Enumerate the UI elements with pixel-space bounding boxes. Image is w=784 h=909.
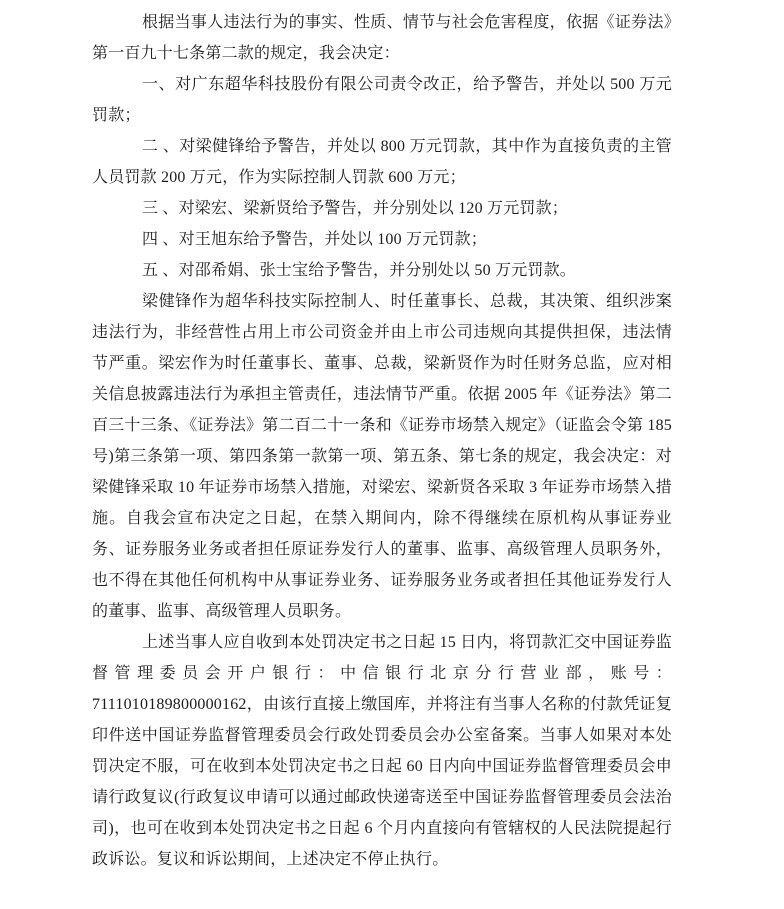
- paragraph-legal-basis: 根据当事人违法行为的事实、性质、情节与社会危害程度，依据《证券法》第一百九十七条第二款的规定，我会决定：: [92, 14, 672, 62]
- paragraph-market-ban: 梁健锋作为超华科技实际控制人、时任董事长、总裁，其决策、组织涉案违法行为，非经营性占用上市公司资金并由上市公司违规向其提供担保，违法情节严重。梁宏作为时任董事长、董事、总裁，梁新贤作为时任财务总监，应对相关信息披露违法行为承担主管责任，违法情节严重。依据 2005 年《证券法》第二百三十三条、《证券法》第二百二十一条和《证券市场禁入规定》（证监会令第 185 号)第三条第一项、第四条第一款第一项、第五条、第七条的规定，我会决定：对梁健锋采取 10 年证券市场禁入措施，对梁宏、梁新贤各采取 3 年证券市场禁入措施。自我会宣布决定之日起，在禁入期间内，除不得继续在原机构从事证券业务、证券服务业务或者担任原证券发行人的董事、监事、高级管理人员职务外，也不得在其他任何机构中从事证券业务、证券服务业务或者担任其他证券发行人的董事、监事、高级管理人员职务。: [92, 293, 672, 620]
- document-body: [92, 7, 672, 875]
- paragraph-penalty-item-2: 二 、对梁健锋给予警告，并处以 800 万元罚款，其中作为直接负责的主管人员罚款 200 万元，作为实际控制人罚款 600 万元；: [92, 138, 672, 186]
- paragraph-penalty-item-5: 五 、对邵希娟、张士宝给予警告，并分别处以 50 万元罚款。: [142, 262, 577, 279]
- paragraph-penalty-item-4: 四 、对王旭东给予警告，并处以 100 万元罚款；: [142, 231, 488, 248]
- paragraph-penalty-item-1: 一、对广东超华科技股份有限公司责令改正，给予警告，并处以 500 万元罚款；: [92, 76, 672, 124]
- paragraph-payment-and-appeal: 上述当事人应自收到本处罚决定书之日起 15 日内，将罚款汇交中国证券监督管理委员会开户银行：中信银行北京分行营业部，账号：7111010189800000162，由该行直接上缴国库，并将注有当事人名称的付款凭证复印件送中国证券监督管理委员会行政处罚委员会办公室备案。当事人如果对本处罚决定不服，可在收到本处罚决定书之日起 60 日内向中国证券监督管理委员会申请行政复议(行政复议申请可以通过邮政快递寄送至中国证券监督管理委员会法治司)，也可在收到本处罚决定书之日起 6 个月内直接向有管辖权的人民法院提起行政诉讼。复议和诉讼期间，上述决定不停止执行。: [92, 634, 672, 868]
- paragraph-penalty-item-3: 三 、对梁宏、梁新贤给予警告，并分别处以 120 万元罚款；: [142, 200, 569, 217]
